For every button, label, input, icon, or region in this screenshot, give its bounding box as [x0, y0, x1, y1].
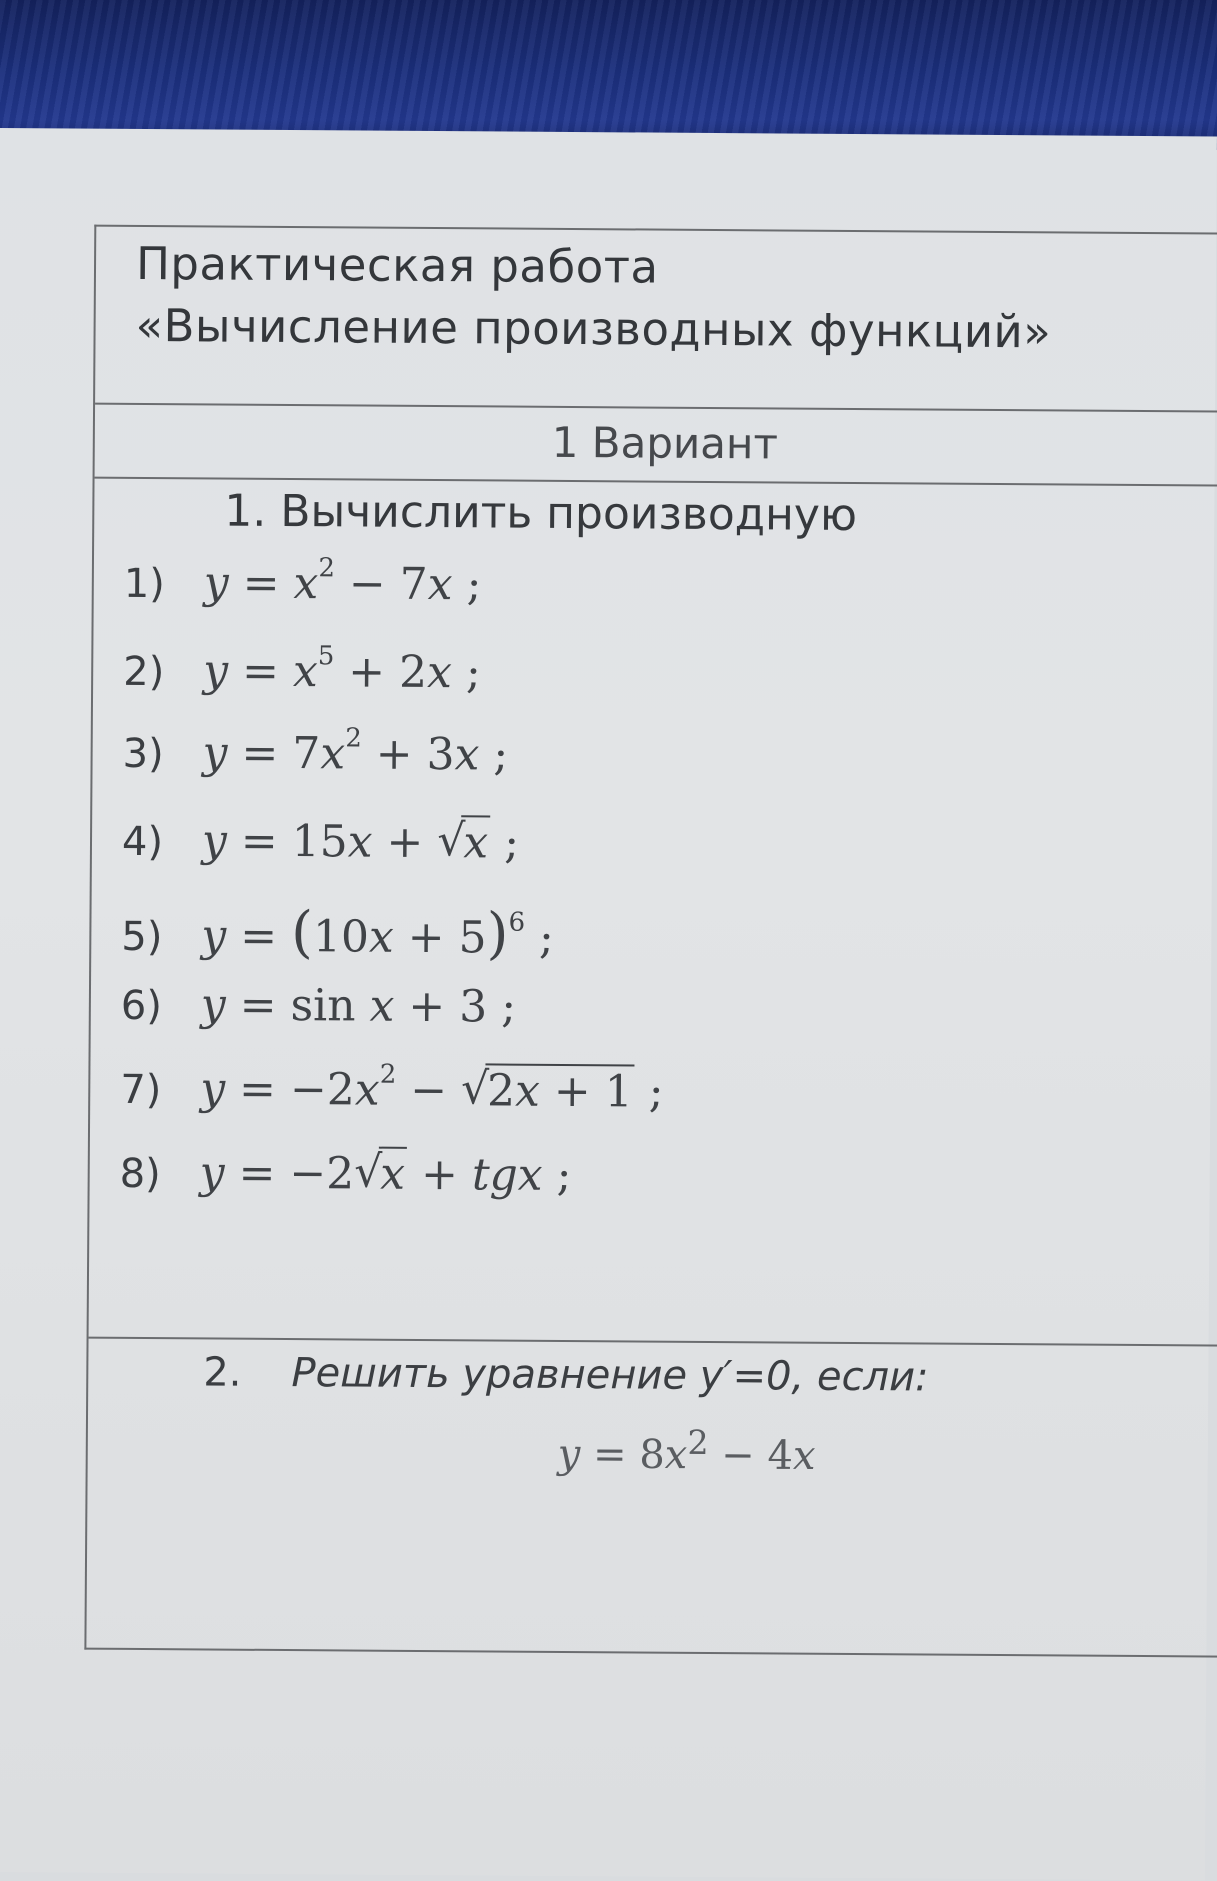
item-number: 7) [120, 1066, 162, 1114]
item-number: 2) [123, 648, 165, 696]
item-number: 1) [123, 560, 166, 608]
worksheet-topic: «Вычисление производных функций» [135, 298, 1052, 359]
item-number: 3) [122, 730, 164, 778]
list-item [123, 553, 482, 629]
variant-label: 1 Вариант [551, 417, 779, 469]
worksheet-title: Практическая работа [135, 236, 659, 294]
task2-prompt [203, 1349, 929, 1400]
task2-expression: $y = 8x^2 - 4x$ [557, 1422, 816, 1480]
item-number: 4) [121, 818, 164, 866]
list-item [119, 1147, 571, 1220]
math-expression: $y = 7x^2 + 3x$ ; [202, 723, 509, 781]
blue-fabric-background [0, 0, 1217, 150]
list-item [121, 979, 517, 1052]
math-expression: $y = -2x^2$ − √ 2x + 1 ; [200, 1063, 664, 1117]
list-item [120, 1059, 664, 1137]
worksheet-table [84, 225, 1217, 1658]
task2-number: 2. [203, 1349, 242, 1396]
list-item [123, 641, 481, 717]
math-expression: y = −2√ x + tgx ; [200, 1147, 572, 1201]
list-item [122, 723, 509, 800]
table-divider [89, 1337, 1217, 1347]
item-number: 5) [121, 913, 163, 961]
item-number: 6) [120, 982, 163, 1030]
task1-title: 1. Вычислить производную [224, 485, 858, 541]
paper-sheet [0, 128, 1217, 1880]
task2-text: Решить уравнение y′=0, если: [291, 1350, 929, 1401]
list-item [122, 815, 519, 888]
math-expression: y = sin x + 3 ; [200, 979, 517, 1033]
math-expression: y = 15x + √ x ; [202, 815, 519, 868]
math-expression: $y = (10x + 5)^6$ ; [201, 900, 554, 967]
table-divider [95, 403, 1217, 413]
item-number: 8) [119, 1150, 161, 1198]
math-expression: $y = x^2 - 7x$ ; [203, 553, 482, 611]
math-expression: $y = x^5 + 2x$ ; [203, 641, 481, 699]
list-item [121, 899, 554, 972]
